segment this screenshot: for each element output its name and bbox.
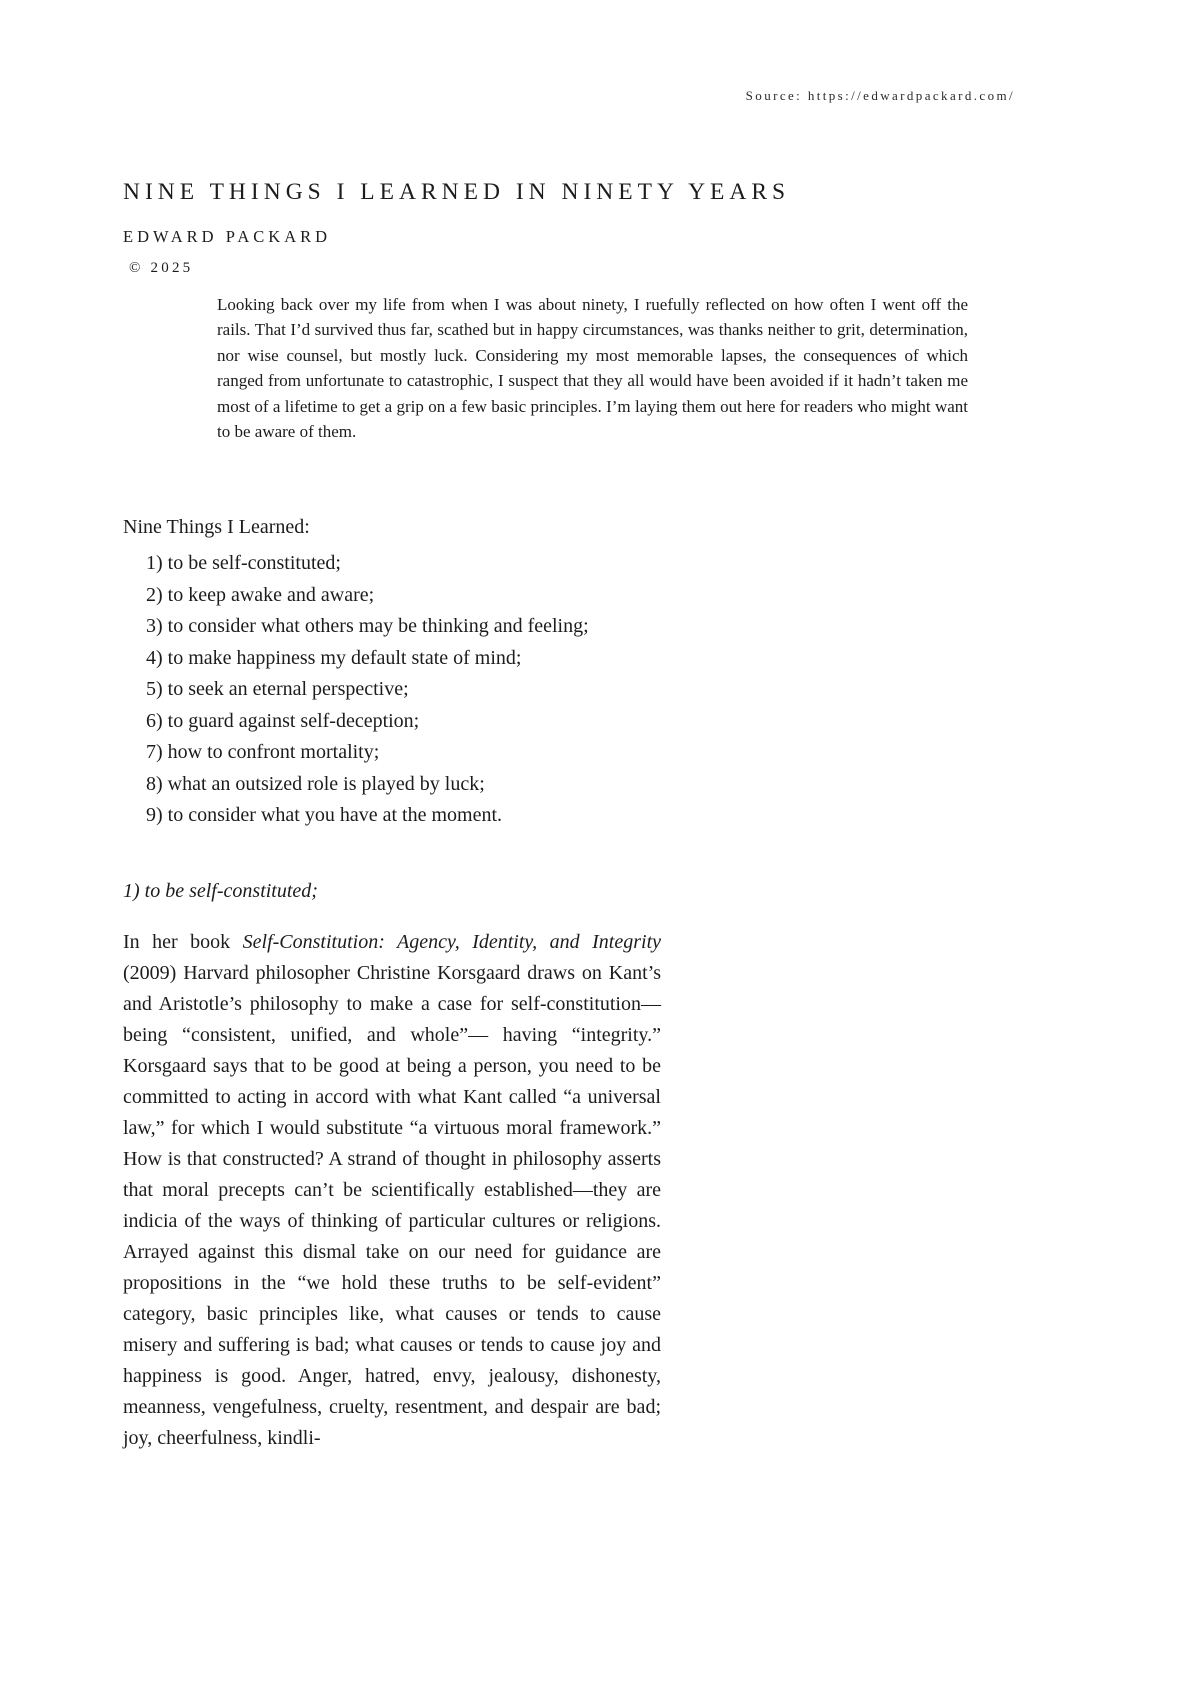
paragraph-text: In her book [123, 931, 243, 953]
list-item: 4) to make happiness my default state of mind; [146, 646, 522, 669]
intro-paragraph: Looking back over my life from when I was about ninety, I ruefully reflected on how often I went off the rails. That I’d survived thus far, scathed but in happy circumstances, was thanks neither to grit, determination, nor wise counsel, but mostly luck. Considering my most memorable lapses, the consequences of which ranged from unfortunate to catastrophic, I suspect that they all would have been avoided if it hadn’t taken me most of a lifetime to get a grip on a few basic principles. I’m laying them out here for readers who might want to be aware of them. [217, 295, 968, 442]
paragraph-text: (2009) Harvard philosopher Christine Korsgaard draws on Kant’s and Aristotle’s philosophy to make a case for self-constitution—being “consistent, unified, and whole”— having “integrity.” Korsgaard says that to be good at being a person, you need to be committed to acting in accord with what Kant called “a universal law,” for which I would substitute “a virtuous moral framework.” How is that constructed? A strand of thought in philosophy asserts that moral precepts can’t be scientifically established—they are indicia of the ways of thinking of particular cultures or religions. Arrayed against this dismal take on our need for guidance are propositions in the “we hold these truths to be self-evident” category, basic principles like, what causes or tends to cause misery and suffering is bad; what causes or tends to cause joy and happiness is good. Anger, hatred, envy, jealousy, dishonesty, meanness, vengefulness, cruelty, resentment, and despair are bad; joy, cheerfulness, kindli- [123, 962, 661, 1449]
author-byline: EDWARD PACKARD [123, 227, 332, 246]
list-item: 2) to keep awake and aware; [146, 583, 375, 606]
nine-things-list [146, 548, 589, 832]
section-1-paragraph [123, 927, 661, 1454]
list-item: 6) to guard against self-deception; [146, 709, 420, 732]
list-item: 1) to be self-constituted; [146, 552, 341, 574]
list-heading: Nine Things I Learned: [123, 516, 310, 538]
section-1-heading: 1) to be self-constituted; [123, 880, 318, 902]
list-item: 3) to consider what others may be thinking and feeling; [146, 615, 589, 637]
book-title: Self-Constitution: Agency, Identity, and Integrity [242, 931, 661, 953]
list-item: 7) how to confront mortality; [146, 741, 380, 763]
copyright-line: © 2025 [129, 260, 194, 276]
list-item: 5) to seek an eternal perspective; [146, 678, 409, 700]
source-url-line: Source: https://edwardpackard.com/ [745, 88, 1015, 103]
list-item: 8) what an outsized role is played by luck; [146, 772, 485, 795]
list-item: 9) to consider what you have at the moment. [146, 804, 503, 826]
page-title: NINE THINGS I LEARNED IN NINETY YEARS [123, 179, 791, 205]
